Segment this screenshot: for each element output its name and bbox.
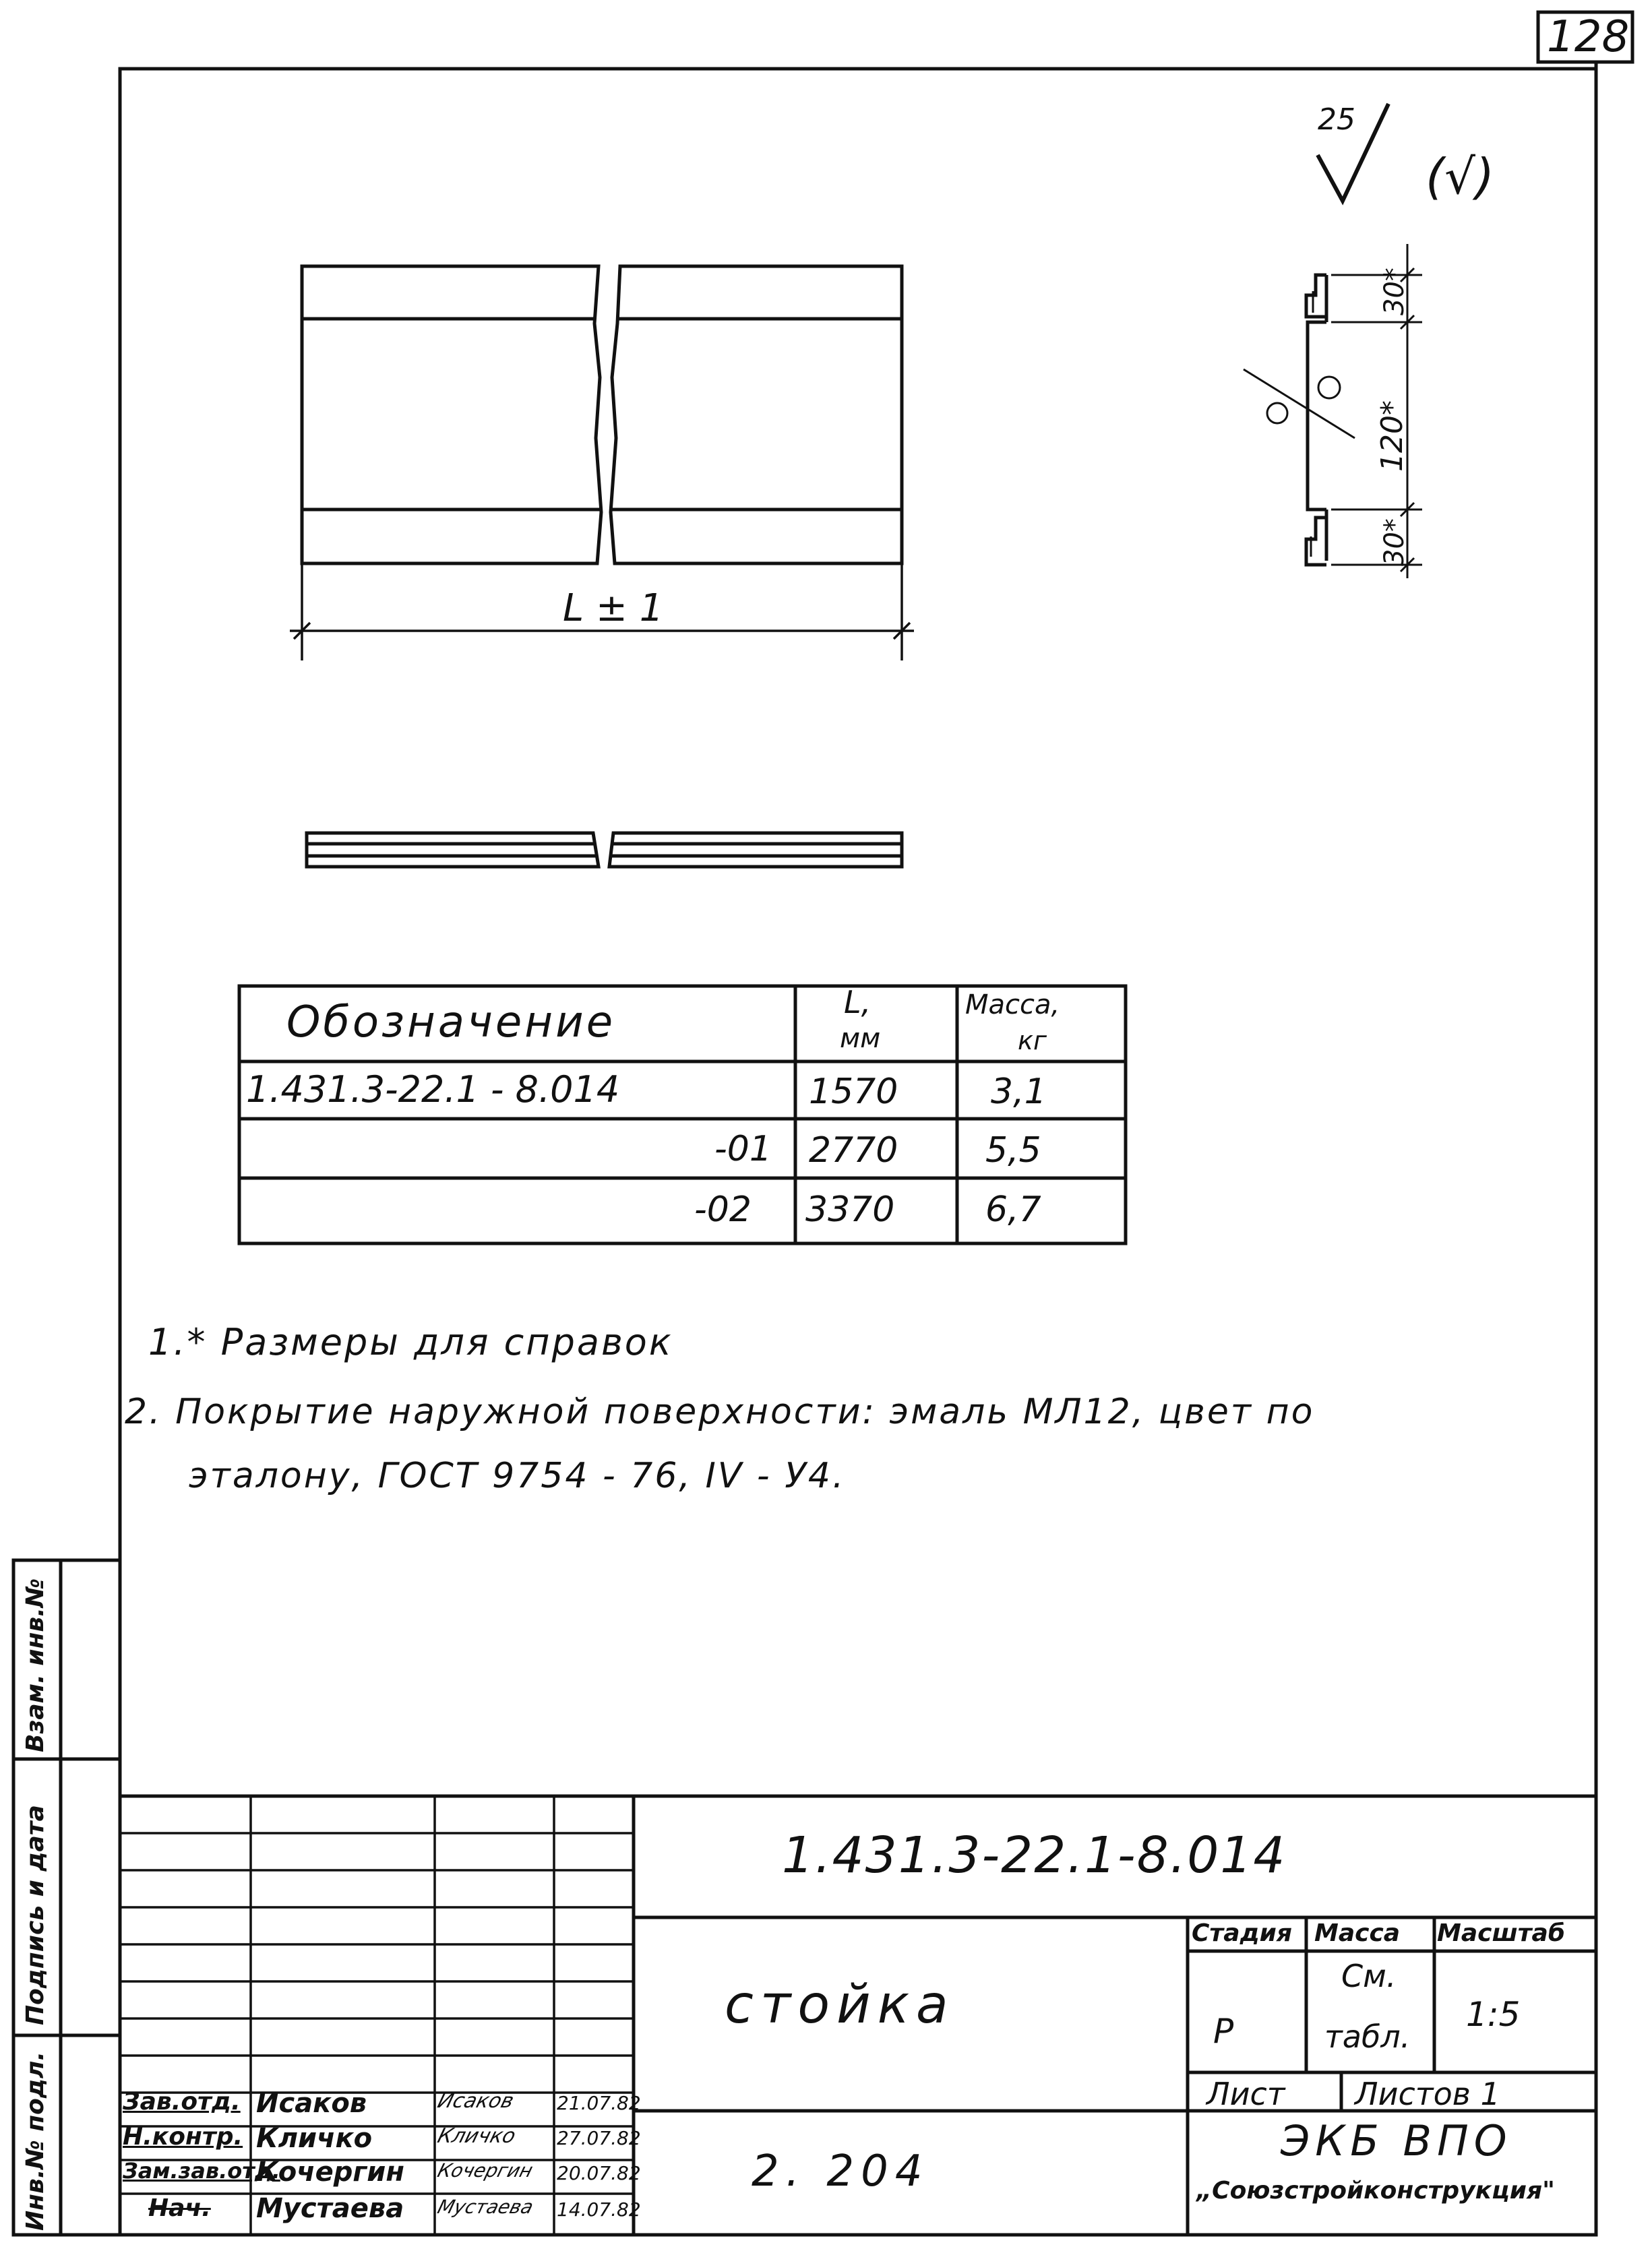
signer-role-0: Зав.отд. [123,2088,241,2116]
note-3: эталону, ГОСТ 9754 - 76, IV - У4. [189,1456,846,1496]
table-header-length-unit: мм [840,1023,881,1054]
table-header-length: L, [844,984,871,1020]
series-number: 2. 204 [752,2147,929,2196]
organization-name: ЭКБ ВПО [1281,2116,1512,2165]
signer-name-3: Мустаева [256,2193,404,2224]
stamp-inv-original: Инв.№ подл. [22,2051,49,2231]
table-row-1-length: 2770 [809,1130,898,1171]
table-row-1-designation: -01 [714,1129,772,1169]
signer-date-0: 21.07.82 [557,2092,641,2114]
signer-role-1: Н.контр. [123,2123,243,2151]
signer-name-2: Кочергин [256,2157,404,2188]
post-front-view [302,266,902,563]
table-row-1-mass: 5,5 [985,1130,1041,1171]
stage-label: Стадия [1192,1919,1292,1947]
table-row-0-designation: 1.431.3-22.1 - 8.014 [246,1068,620,1111]
sheet-number: 128 [1547,12,1630,62]
mass-value-1: См. [1341,1958,1397,1994]
signer-name-1: Кличко [256,2123,373,2154]
table-row-2-length: 3370 [805,1190,895,1230]
signer-signature-2: Кочергин [435,2159,536,2182]
signer-signature-1: Кличко [435,2124,518,2148]
mass-label: Масса [1314,1919,1401,1947]
note-1: 1.* Размеры для справок [148,1321,673,1363]
profile-dim-top: 30* [1379,268,1410,315]
stage-value: Р [1213,2012,1234,2051]
table-header-mass-unit: кг [1018,1026,1047,1055]
length-dimension-label: L ± 1 [563,586,664,630]
profile-dim-middle: 120* [1375,400,1409,472]
table-row-0-mass: 3,1 [991,1072,1047,1112]
profile-dim-bottom: 30* [1379,518,1410,566]
table-header-designation: Обозначение [286,997,616,1047]
table-header-mass: Масса, [965,989,1060,1020]
scale-value: 1:5 [1466,1995,1521,2034]
signer-date-2: 20.07.82 [557,2162,641,2184]
table-row-0-length: 1570 [809,1072,898,1112]
post-side-view [307,833,902,867]
signer-role-2: Зам.зав.отд. [123,2158,280,2184]
document-code: 1.431.3-22.1-8.014 [782,1826,1287,1884]
stamp-sign-date: Подпись и дата [22,1805,49,2025]
organization-subtitle: „Союзстройконструкция" [1196,2177,1555,2204]
signer-signature-3: Мустаева [435,2196,536,2218]
table-row-2-mass: 6,7 [985,1190,1041,1230]
roughness-value: 25 [1318,102,1355,137]
signer-date-1: 27.07.82 [557,2127,641,2149]
part-title: стойка [725,1975,955,2035]
signer-name-0: Исаков [256,2088,367,2119]
stamp-inv-replace: Взам. инв.№ [22,1578,49,1752]
scale-label: Масштаб [1437,1919,1565,1947]
profile-section [1244,275,1355,565]
sheets-label: Листов 1 [1355,2076,1500,2112]
signer-date-3: 14.07.82 [557,2198,641,2221]
table-row-2-designation: -02 [694,1190,752,1230]
roughness-note: (√) [1426,148,1495,205]
signer-role-3: Нач. [148,2194,211,2222]
sheet-label: Лист [1206,2076,1285,2112]
note-2: 2. Покрытие наружной поверхности: эмаль МЛ12, цвет по [125,1392,1315,1432]
mass-value-2: табл. [1324,2018,1411,2055]
signer-signature-0: Исаков [435,2089,517,2113]
